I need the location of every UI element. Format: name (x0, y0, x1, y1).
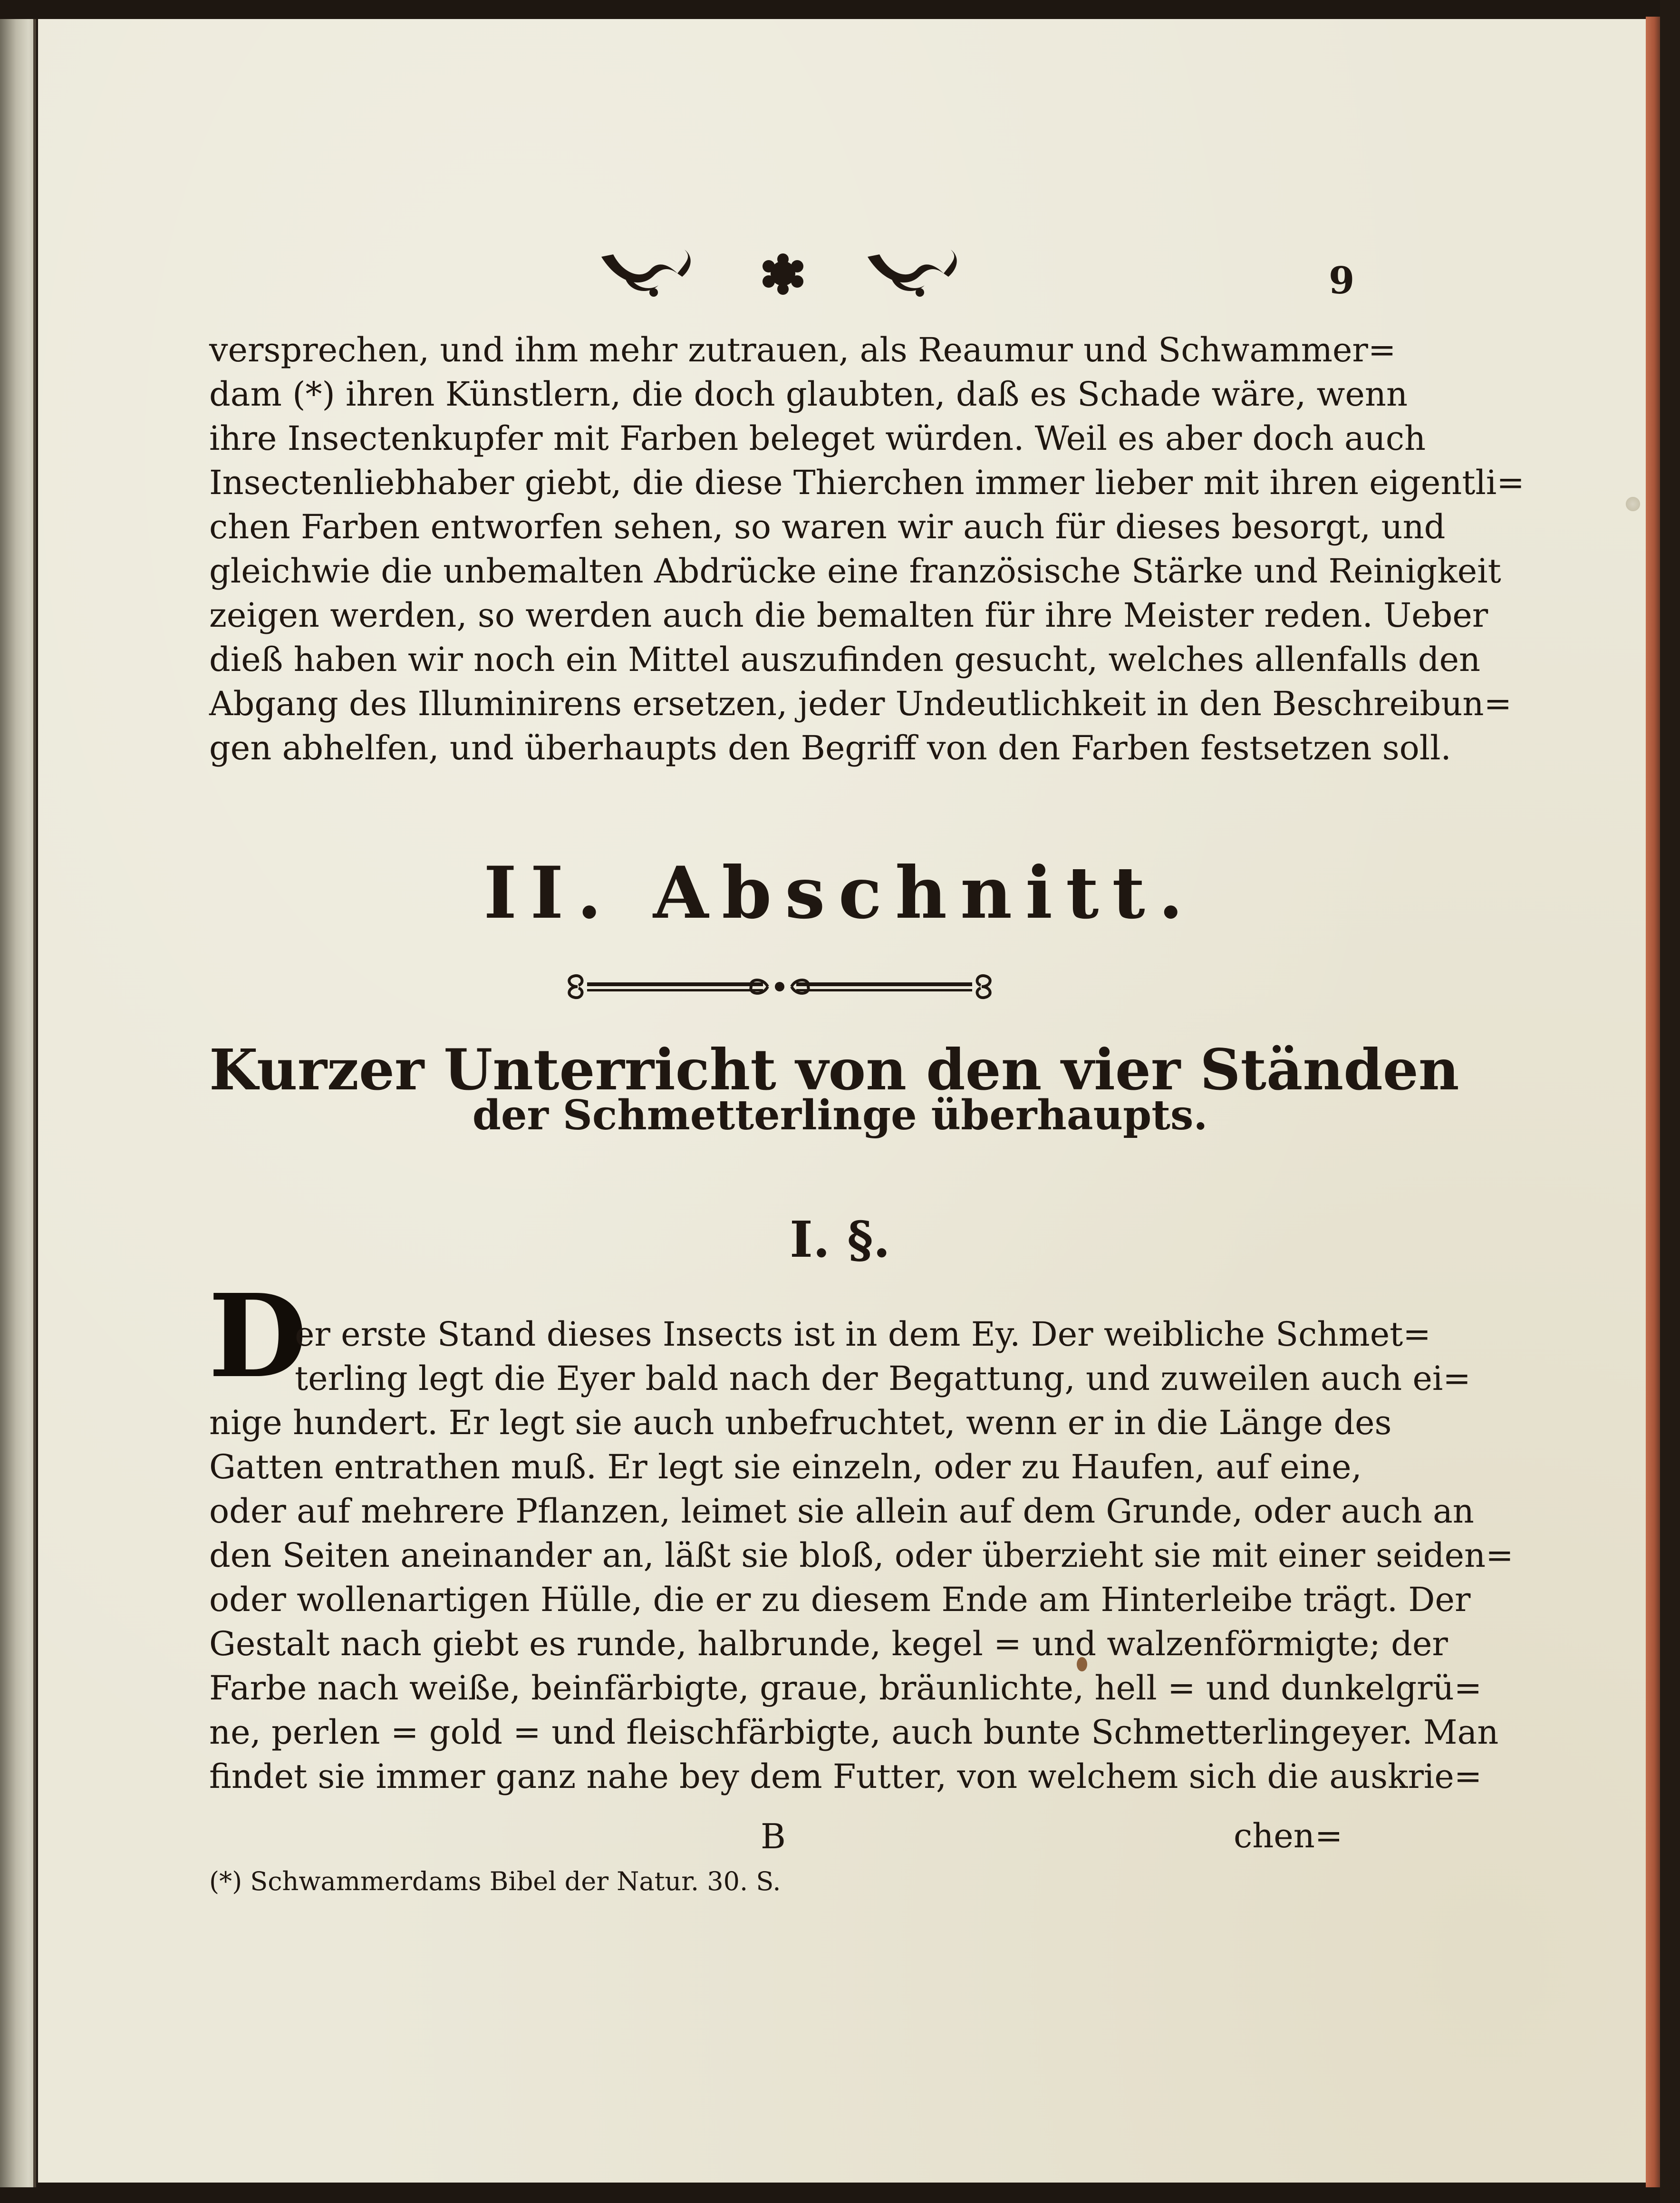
text-line: Abgang des Illuminirens ersetzen, jeder Undeutlichkeit in den Beschreibun= (209, 684, 1512, 723)
signature-mark: B (761, 1816, 786, 1856)
text-line: ne, perlen = gold = und fleischfärbigte, auch bunte Schmetterlingeyer. Man (209, 1713, 1499, 1752)
text-line: findet sie immer ganz nahe bey dem Futter, von welchem sich die auskrie= (209, 1757, 1482, 1796)
text-line: Insectenliebhaber giebt, die diese Thierchen immer lieber mit ihren eigentli= (209, 463, 1525, 502)
text-line: dam (*) ihren Künstlern, die doch glaubten, daß es Schade wäre, wenn (209, 375, 1408, 414)
text-line: Gestalt nach giebt es runde, halbrunde, kegel = und walzenförmigte; der (209, 1624, 1448, 1663)
text-line: nige hundert. Er legt sie auch unbefruchtet, wenn er in die Länge des (209, 1403, 1392, 1442)
text-line: chen Farben entworfen sehen, so waren wir auch für dieses besorgt, und (209, 507, 1446, 546)
paper-blemish (1626, 497, 1640, 511)
scroll-rule-icon (559, 970, 1001, 1003)
section-subtitle-continued: der Schmetterlinge überhaupts. (472, 1091, 1208, 1139)
text-line: den Seiten aneinander an, läßt sie bloß, oder überzieht sie mit einer seiden= (209, 1536, 1514, 1575)
footnote: (*) Schwammerdams Bibel der Natur. 30. S. (209, 1866, 781, 1896)
text-line: zeigen werden, so werden auch die bemalten für ihre Meister reden. Ueber (209, 596, 1488, 635)
text-line: er erste Stand dieses Insects ist in dem Ey. Der weibliche Schmet= (295, 1315, 1431, 1354)
paragraph-heading: I. §. (790, 1210, 890, 1269)
main-paragraph (209, 1401, 1514, 1799)
page-number: 9 (1329, 259, 1355, 302)
floral-headpiece-icon (597, 247, 967, 300)
text-line: terling legt die Eyer bald nach der Begattung, und zuweilen auch ei= (295, 1359, 1471, 1398)
text-line: oder wollenartigen Hülle, die er zu diesem Ende am Hinterleibe trägt. Der (209, 1580, 1471, 1619)
intro-paragraph (209, 328, 1525, 770)
section-subtitle: Kurzer Unterricht von den vier Ständen (209, 1037, 1459, 1103)
text-line: versprechen, und ihm mehr zutrauen, als Reaumur und Schwammer= (209, 330, 1396, 369)
text-line: gen abhelfen, und überhaupts den Begriff von den Farben festsetzen soll. (209, 728, 1451, 767)
text-line: gleichwie die unbemalten Abdrücke eine französische Stärke und Reinigkeit (209, 552, 1501, 591)
drop-cap: D (208, 1269, 308, 1403)
catchword: chen= (1234, 1816, 1343, 1855)
text-line: Farbe nach weiße, beinfärbigte, graue, bräunlichte, hell = und dunkelgrü= (209, 1669, 1482, 1708)
section-heading: II. Abschnitt. (483, 851, 1197, 935)
text-line: dieß haben wir noch ein Mittel auszufinden gesucht, welches allenfalls den (209, 640, 1481, 679)
text-line: Gatten entrathen muß. Er legt sie einzeln, oder zu Haufen, auf eine, (209, 1447, 1362, 1486)
text-line: ihre Insectenkupfer mit Farben beleget würden. Weil es aber doch auch (209, 419, 1426, 458)
text-line: oder auf mehrere Pflanzen, leimet sie allein auf dem Grunde, oder auch an (209, 1492, 1474, 1531)
